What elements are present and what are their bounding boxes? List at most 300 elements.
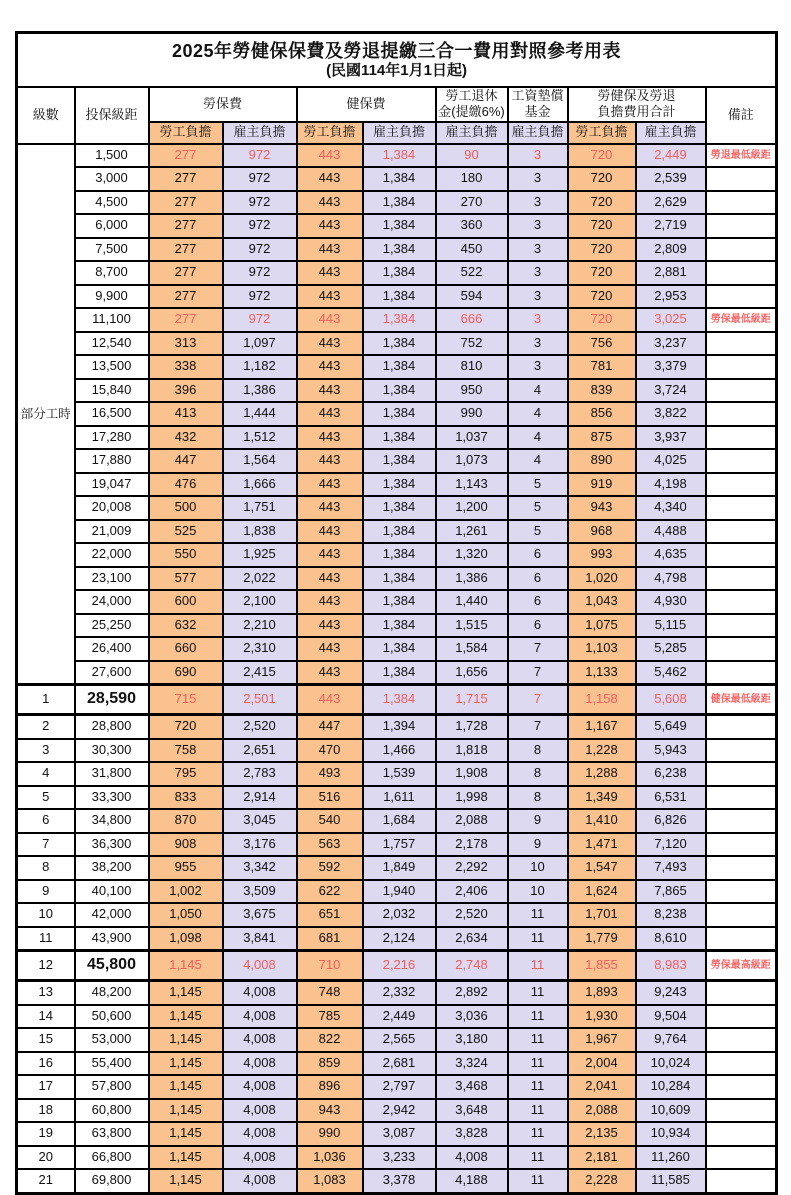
- cell-labor-employer: 2,022: [223, 567, 297, 591]
- cell-note: [706, 1122, 777, 1146]
- cell-arrears-employer: 11: [508, 981, 568, 1005]
- table-row: [17, 739, 777, 763]
- cell-arrears-employer: 3: [508, 332, 568, 356]
- header-arrears-line1: 工資墊償: [511, 88, 564, 103]
- cell-bracket: 8,700: [75, 261, 149, 285]
- table-row: [17, 833, 777, 857]
- cell-total-employee: 2,181: [568, 1146, 636, 1170]
- cell-health-employee: 443: [297, 473, 363, 497]
- cell-health-employee: 748: [297, 981, 363, 1005]
- subheader-total-employee: 勞工負擔: [568, 122, 636, 144]
- cell-health-employer: 1,384: [363, 473, 436, 497]
- cell-level: 3: [17, 739, 75, 763]
- cell-total-employee: 2,135: [568, 1122, 636, 1146]
- cell-pension-employer: 950: [436, 379, 508, 403]
- cell-labor-employee: 1,145: [149, 1169, 223, 1193]
- cell-total-employee: 781: [568, 355, 636, 379]
- cell-bracket: 31,800: [75, 762, 149, 786]
- cell-total-employee: 856: [568, 402, 636, 426]
- cell-health-employee: 943: [297, 1099, 363, 1123]
- cell-health-employee: 443: [297, 520, 363, 544]
- cell-total-employee: 1,133: [568, 661, 636, 685]
- cell-labor-employee: 600: [149, 590, 223, 614]
- cell-pension-employer: 1,320: [436, 543, 508, 567]
- cell-total-employer: 10,934: [636, 1122, 706, 1146]
- cell-pension-employer: 1,818: [436, 739, 508, 763]
- cell-total-employee: 2,041: [568, 1075, 636, 1099]
- cell-bracket: 40,100: [75, 880, 149, 904]
- cell-total-employee: 720: [568, 238, 636, 262]
- cell-note: [706, 1146, 777, 1170]
- cell-health-employer: 1,384: [363, 402, 436, 426]
- cell-pension-employer: 1,515: [436, 614, 508, 638]
- cell-health-employer: 2,449: [363, 1005, 436, 1029]
- cell-total-employee: 1,103: [568, 637, 636, 661]
- cell-arrears-employer: 11: [508, 951, 568, 981]
- cell-bracket: 9,900: [75, 285, 149, 309]
- cell-note: [706, 261, 777, 285]
- header-pension-line1: 勞工退休: [445, 88, 498, 103]
- cell-level: 1: [17, 685, 75, 715]
- cell-health-employee: 622: [297, 880, 363, 904]
- cell-bracket: 4,500: [75, 191, 149, 215]
- cell-pension-employer: 1,200: [436, 496, 508, 520]
- cell-total-employee: 1,167: [568, 715, 636, 739]
- cell-total-employee: 919: [568, 473, 636, 497]
- cell-total-employee: 720: [568, 261, 636, 285]
- cell-labor-employer: 1,182: [223, 355, 297, 379]
- cell-arrears-employer: 7: [508, 661, 568, 685]
- cell-labor-employee: 1,145: [149, 951, 223, 981]
- cell-total-employer: 10,609: [636, 1099, 706, 1123]
- cell-arrears-employer: 4: [508, 402, 568, 426]
- cell-note: [706, 379, 777, 403]
- cell-health-employer: 1,394: [363, 715, 436, 739]
- table-row: [17, 1028, 777, 1052]
- cell-labor-employer: 972: [223, 285, 297, 309]
- table-row: [17, 1075, 777, 1099]
- cell-health-employer: 2,565: [363, 1028, 436, 1052]
- header-level: 級數: [17, 87, 75, 144]
- cell-health-employee: 443: [297, 449, 363, 473]
- cell-labor-employer: 3,176: [223, 833, 297, 857]
- cell-pension-employer: 1,584: [436, 637, 508, 661]
- cell-total-employer: 9,504: [636, 1005, 706, 1029]
- cell-note: [706, 762, 777, 786]
- cell-labor-employee: 277: [149, 308, 223, 332]
- cell-note: [706, 543, 777, 567]
- cell-labor-employee: 476: [149, 473, 223, 497]
- cell-pension-employer: 3,324: [436, 1052, 508, 1076]
- subheader-arrears-employer: 雇主負擔: [508, 122, 568, 144]
- cell-pension-employer: 2,748: [436, 951, 508, 981]
- cell-pension-employer: 594: [436, 285, 508, 309]
- cell-health-employee: 443: [297, 167, 363, 191]
- cell-labor-employee: 1,098: [149, 927, 223, 951]
- cell-note: [706, 567, 777, 591]
- cell-labor-employee: 690: [149, 661, 223, 685]
- cell-pension-employer: 2,520: [436, 903, 508, 927]
- cell-total-employer: 11,585: [636, 1169, 706, 1193]
- header-arrears: [508, 87, 568, 122]
- cell-total-employer: 10,284: [636, 1075, 706, 1099]
- cell-total-employer: 8,983: [636, 951, 706, 981]
- cell-labor-employee: 1,145: [149, 1099, 223, 1123]
- subheader-total-employer: 雇主負擔: [636, 122, 706, 144]
- cell-labor-employer: 2,310: [223, 637, 297, 661]
- cell-arrears-employer: 5: [508, 496, 568, 520]
- cell-health-employer: 1,384: [363, 520, 436, 544]
- cell-health-employer: 2,124: [363, 927, 436, 951]
- cell-bracket: 50,600: [75, 1005, 149, 1029]
- cell-arrears-employer: 3: [508, 144, 568, 168]
- page-subtitle: (民國114年1月1日起): [326, 62, 467, 80]
- cell-labor-employee: 720: [149, 715, 223, 739]
- premium-reference-sheet: [15, 31, 778, 1195]
- cell-level: 2: [17, 715, 75, 739]
- cell-note: [706, 856, 777, 880]
- cell-labor-employer: 4,008: [223, 1075, 297, 1099]
- cell-note: [706, 833, 777, 857]
- cell-health-employer: 1,384: [363, 614, 436, 638]
- table-row: [17, 981, 777, 1005]
- cell-total-employer: 2,449: [636, 144, 706, 168]
- cell-labor-employee: 577: [149, 567, 223, 591]
- cell-labor-employer: 1,925: [223, 543, 297, 567]
- cell-total-employee: 2,004: [568, 1052, 636, 1076]
- header-total-line2: 負擔費用合計: [597, 104, 676, 120]
- cell-labor-employer: 4,008: [223, 1005, 297, 1029]
- cell-health-employee: 443: [297, 214, 363, 238]
- cell-arrears-employer: 10: [508, 856, 568, 880]
- cell-labor-employee: 525: [149, 520, 223, 544]
- cell-labor-employer: 972: [223, 214, 297, 238]
- cell-health-employer: 1,611: [363, 786, 436, 810]
- cell-pension-employer: 360: [436, 214, 508, 238]
- table-row: [17, 308, 777, 332]
- cell-health-employee: 681: [297, 927, 363, 951]
- cell-labor-employer: 4,008: [223, 1099, 297, 1123]
- cell-health-employee: 443: [297, 637, 363, 661]
- cell-labor-employee: 833: [149, 786, 223, 810]
- table-row: [17, 238, 777, 262]
- cell-level: 5: [17, 786, 75, 810]
- cell-labor-employee: 500: [149, 496, 223, 520]
- cell-pension-employer: 752: [436, 332, 508, 356]
- cell-health-employer: 1,384: [363, 285, 436, 309]
- cell-total-employer: 2,809: [636, 238, 706, 262]
- cell-health-employer: 1,384: [363, 496, 436, 520]
- cell-health-employer: 1,384: [363, 637, 436, 661]
- cell-health-employee: 443: [297, 355, 363, 379]
- cell-health-employee: 990: [297, 1122, 363, 1146]
- cell-arrears-employer: 7: [508, 637, 568, 661]
- cell-labor-employer: 1,564: [223, 449, 297, 473]
- cell-health-employer: 2,332: [363, 981, 436, 1005]
- cell-health-employer: 1,384: [363, 543, 436, 567]
- header-note: 備註: [706, 87, 777, 144]
- cell-health-employee: 710: [297, 951, 363, 981]
- cell-labor-employer: 3,045: [223, 809, 297, 833]
- cell-pension-employer: 2,406: [436, 880, 508, 904]
- cell-arrears-employer: 4: [508, 426, 568, 450]
- cell-arrears-employer: 11: [508, 1028, 568, 1052]
- subheader-health-employer: 雇主負擔: [363, 122, 436, 144]
- cell-health-employer: 1,849: [363, 856, 436, 880]
- table-row: [17, 880, 777, 904]
- group-header-row: [17, 87, 777, 122]
- cell-health-employee: 443: [297, 285, 363, 309]
- cell-total-employer: 9,764: [636, 1028, 706, 1052]
- cell-labor-employer: 972: [223, 308, 297, 332]
- cell-labor-employee: 1,145: [149, 1005, 223, 1029]
- cell-labor-employer: 4,008: [223, 1122, 297, 1146]
- cell-total-employee: 1,930: [568, 1005, 636, 1029]
- cell-health-employee: 822: [297, 1028, 363, 1052]
- cell-health-employer: 1,384: [363, 167, 436, 191]
- cell-labor-employer: 2,651: [223, 739, 297, 763]
- cell-note: [706, 927, 777, 951]
- cell-labor-employer: 2,100: [223, 590, 297, 614]
- cell-note: 勞保最高級距: [706, 951, 777, 981]
- cell-level: 15: [17, 1028, 75, 1052]
- cell-health-employee: 1,036: [297, 1146, 363, 1170]
- cell-note: 勞退最低級距: [706, 144, 777, 168]
- cell-arrears-employer: 4: [508, 379, 568, 403]
- table-row: [17, 144, 777, 168]
- cell-bracket: 66,800: [75, 1146, 149, 1170]
- cell-labor-employee: 277: [149, 191, 223, 215]
- cell-total-employer: 3,724: [636, 379, 706, 403]
- cell-level: 7: [17, 833, 75, 857]
- cell-pension-employer: 1,728: [436, 715, 508, 739]
- cell-pension-employer: 1,073: [436, 449, 508, 473]
- cell-health-employee: 859: [297, 1052, 363, 1076]
- cell-pension-employer: 4,188: [436, 1169, 508, 1193]
- cell-labor-employee: 277: [149, 214, 223, 238]
- cell-bracket: 43,900: [75, 927, 149, 951]
- cell-bracket: 12,540: [75, 332, 149, 356]
- cell-level: 8: [17, 856, 75, 880]
- cell-health-employee: 443: [297, 661, 363, 685]
- cell-labor-employer: 3,841: [223, 927, 297, 951]
- cell-labor-employer: 4,008: [223, 951, 297, 981]
- cell-health-employer: 1,384: [363, 191, 436, 215]
- cell-labor-employee: 1,145: [149, 1146, 223, 1170]
- cell-total-employer: 11,260: [636, 1146, 706, 1170]
- cell-total-employee: 1,043: [568, 590, 636, 614]
- cell-labor-employee: 955: [149, 856, 223, 880]
- cell-note: [706, 809, 777, 833]
- cell-pension-employer: 3,648: [436, 1099, 508, 1123]
- cell-total-employer: 2,881: [636, 261, 706, 285]
- cell-arrears-employer: 11: [508, 1075, 568, 1099]
- cell-note: [706, 739, 777, 763]
- cell-health-employer: 2,681: [363, 1052, 436, 1076]
- cell-health-employee: 592: [297, 856, 363, 880]
- cell-health-employee: 443: [297, 496, 363, 520]
- cell-total-employee: 2,088: [568, 1099, 636, 1123]
- cell-pension-employer: 90: [436, 144, 508, 168]
- cell-labor-employee: 1,002: [149, 880, 223, 904]
- cell-labor-employer: 4,008: [223, 1052, 297, 1076]
- cell-bracket: 16,500: [75, 402, 149, 426]
- cell-total-employer: 2,953: [636, 285, 706, 309]
- cell-arrears-employer: 5: [508, 520, 568, 544]
- cell-total-employee: 1,855: [568, 951, 636, 981]
- cell-labor-employee: 908: [149, 833, 223, 857]
- cell-note: [706, 1028, 777, 1052]
- cell-pension-employer: 180: [436, 167, 508, 191]
- cell-total-employer: 3,379: [636, 355, 706, 379]
- cell-labor-employee: 313: [149, 332, 223, 356]
- cell-total-employee: 839: [568, 379, 636, 403]
- cell-total-employer: 6,238: [636, 762, 706, 786]
- cell-health-employer: 2,797: [363, 1075, 436, 1099]
- cell-total-employer: 7,120: [636, 833, 706, 857]
- cell-arrears-employer: 10: [508, 880, 568, 904]
- cell-labor-employer: 4,008: [223, 1169, 297, 1193]
- cell-arrears-employer: 3: [508, 214, 568, 238]
- cell-labor-employee: 550: [149, 543, 223, 567]
- cell-level: 13: [17, 981, 75, 1005]
- cell-bracket: 55,400: [75, 1052, 149, 1076]
- cell-total-employee: 756: [568, 332, 636, 356]
- cell-labor-employee: 1,145: [149, 1028, 223, 1052]
- cell-bracket: 30,300: [75, 739, 149, 763]
- cell-level: 19: [17, 1122, 75, 1146]
- cell-total-employer: 4,488: [636, 520, 706, 544]
- cell-level: 6: [17, 809, 75, 833]
- table-row: [17, 567, 777, 591]
- cell-bracket: 15,840: [75, 379, 149, 403]
- cell-labor-employer: 2,914: [223, 786, 297, 810]
- cell-pension-employer: 522: [436, 261, 508, 285]
- cell-labor-employee: 1,145: [149, 1122, 223, 1146]
- cell-total-employer: 3,937: [636, 426, 706, 450]
- cell-labor-employer: 1,444: [223, 402, 297, 426]
- cell-total-employee: 1,410: [568, 809, 636, 833]
- cell-note: [706, 402, 777, 426]
- cell-pension-employer: 3,828: [436, 1122, 508, 1146]
- cell-labor-employee: 870: [149, 809, 223, 833]
- cell-bracket: 25,250: [75, 614, 149, 638]
- cell-labor-employee: 1,145: [149, 981, 223, 1005]
- subheader-pension-employer: 雇主負擔: [436, 122, 508, 144]
- cell-pension-employer: 2,178: [436, 833, 508, 857]
- cell-arrears-employer: 3: [508, 261, 568, 285]
- cell-arrears-employer: 3: [508, 308, 568, 332]
- cell-bracket: 13,500: [75, 355, 149, 379]
- cell-arrears-employer: 11: [508, 927, 568, 951]
- table-row: [17, 951, 777, 981]
- cell-health-employee: 1,083: [297, 1169, 363, 1193]
- table-row: [17, 715, 777, 739]
- cell-total-employer: 3,025: [636, 308, 706, 332]
- cell-total-employee: 720: [568, 285, 636, 309]
- cell-labor-employee: 1,145: [149, 1052, 223, 1076]
- cell-health-employee: 443: [297, 590, 363, 614]
- cell-note: [706, 449, 777, 473]
- cell-labor-employer: 3,675: [223, 903, 297, 927]
- cell-bracket: 19,047: [75, 473, 149, 497]
- cell-health-employee: 443: [297, 308, 363, 332]
- table-row: [17, 1005, 777, 1029]
- cell-health-employer: 1,384: [363, 144, 436, 168]
- cell-health-employer: 1,684: [363, 809, 436, 833]
- cell-total-employer: 3,237: [636, 332, 706, 356]
- cell-labor-employer: 1,751: [223, 496, 297, 520]
- table-row: [17, 1169, 777, 1193]
- cell-total-employee: 968: [568, 520, 636, 544]
- cell-health-employer: 1,384: [363, 261, 436, 285]
- cell-total-employer: 5,943: [636, 739, 706, 763]
- cell-health-employer: 1,384: [363, 355, 436, 379]
- cell-health-employer: 1,539: [363, 762, 436, 786]
- cell-note: [706, 1005, 777, 1029]
- cell-pension-employer: 990: [436, 402, 508, 426]
- cell-bracket: 38,200: [75, 856, 149, 880]
- cell-total-employer: 7,865: [636, 880, 706, 904]
- cell-health-employee: 443: [297, 426, 363, 450]
- header-total-line1: 勞健保及勞退: [597, 88, 676, 103]
- cell-pension-employer: 2,088: [436, 809, 508, 833]
- cell-total-employee: 1,893: [568, 981, 636, 1005]
- cell-level: 16: [17, 1052, 75, 1076]
- cell-note: [706, 1075, 777, 1099]
- cell-arrears-employer: 7: [508, 715, 568, 739]
- cell-total-employee: 943: [568, 496, 636, 520]
- cell-labor-employer: 1,097: [223, 332, 297, 356]
- premium-table: [15, 31, 778, 1195]
- cell-bracket: 53,000: [75, 1028, 149, 1052]
- cell-bracket: 63,800: [75, 1122, 149, 1146]
- cell-arrears-employer: 11: [508, 1169, 568, 1193]
- cell-health-employer: 1,384: [363, 426, 436, 450]
- table-row: [17, 1122, 777, 1146]
- cell-health-employer: 3,233: [363, 1146, 436, 1170]
- cell-total-employer: 9,243: [636, 981, 706, 1005]
- cell-note: 勞保最低級距: [706, 308, 777, 332]
- cell-total-employer: 4,025: [636, 449, 706, 473]
- table-row: [17, 1052, 777, 1076]
- table-row: [17, 809, 777, 833]
- cell-total-employee: 1,075: [568, 614, 636, 638]
- cell-labor-employer: 2,501: [223, 685, 297, 715]
- part-time-cell: 部分工時: [17, 144, 75, 685]
- cell-labor-employee: 1,145: [149, 1075, 223, 1099]
- cell-total-employee: 1,967: [568, 1028, 636, 1052]
- cell-total-employee: 1,020: [568, 567, 636, 591]
- header-total: [568, 87, 706, 122]
- cell-health-employee: 443: [297, 379, 363, 403]
- cell-labor-employer: 2,210: [223, 614, 297, 638]
- cell-pension-employer: 1,440: [436, 590, 508, 614]
- cell-note: [706, 903, 777, 927]
- cell-arrears-employer: 3: [508, 238, 568, 262]
- table-row: [17, 379, 777, 403]
- cell-arrears-employer: 3: [508, 167, 568, 191]
- cell-labor-employee: 447: [149, 449, 223, 473]
- cell-labor-employee: 758: [149, 739, 223, 763]
- cell-labor-employee: 432: [149, 426, 223, 450]
- cell-health-employee: 443: [297, 614, 363, 638]
- table-row: [17, 927, 777, 951]
- subheader-health-employee: 勞工負擔: [297, 122, 363, 144]
- cell-bracket: 3,000: [75, 167, 149, 191]
- cell-arrears-employer: 5: [508, 473, 568, 497]
- cell-arrears-employer: 9: [508, 833, 568, 857]
